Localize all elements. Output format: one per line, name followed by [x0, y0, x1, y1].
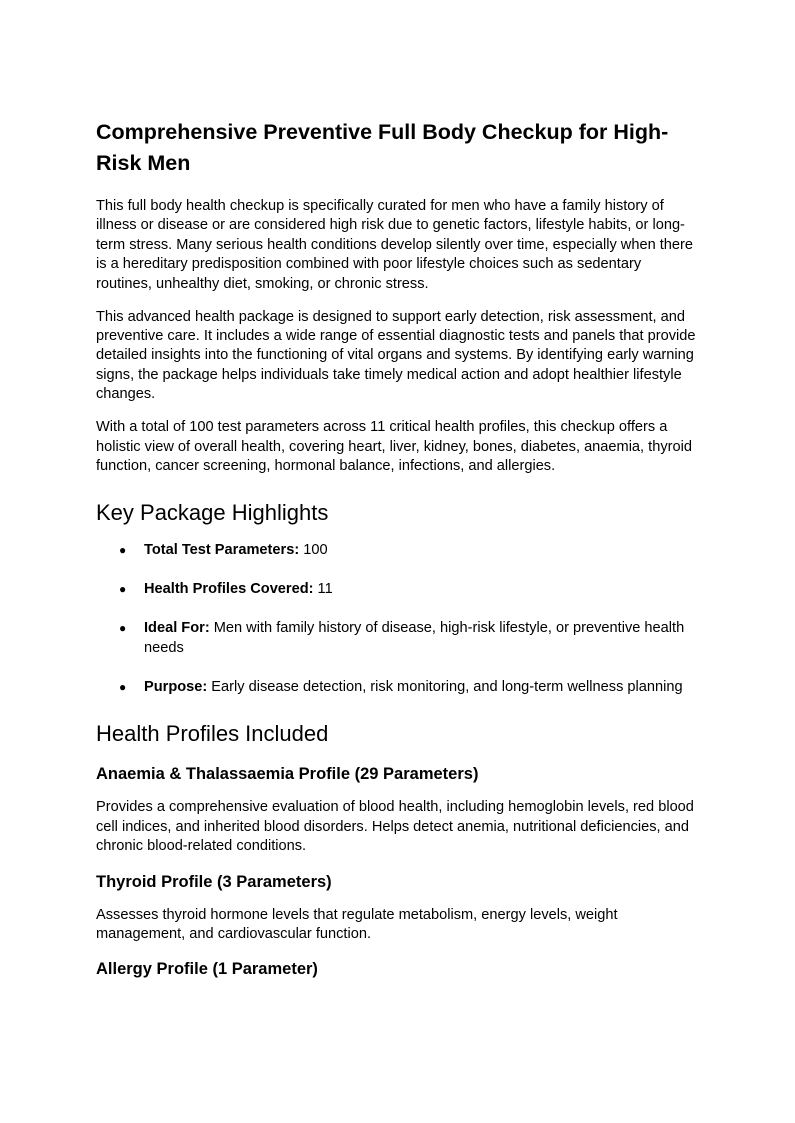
profile-title: Thyroid Profile (3 Parameters) [96, 872, 332, 891]
page-title: Comprehensive Preventive Full Body Checkup for High-Risk Men [96, 120, 669, 175]
highlight-value: 11 [313, 581, 333, 598]
highlight-label: Total Test Parameters: [144, 542, 300, 559]
intro-paragraph: This full body health checkup is specifically curated for men who have a family history of illness or disease or are considered high risk due to genetic factors, lifestyle habits, or long-term stress. Many serious health conditions develop silently over time, especially when there is a hereditary predisposition combined with poor lifestyle choices such as sedentary routines, unhealthy diet, smoking, or chronic stress. [96, 198, 694, 292]
highlight-value: 100 [299, 542, 328, 559]
highlight-label: Ideal For: [144, 620, 210, 637]
highlight-value: Early disease detection, risk monitoring, and long-term wellness planning [207, 678, 683, 695]
highlights-heading: Key Package Highlights [96, 500, 329, 526]
profiles-heading: Health Profiles Included [96, 721, 329, 747]
list-item [96, 678, 700, 697]
highlight-value: Men with family history of disease, high-risk lifestyle, or preventive health needs [144, 620, 685, 656]
list-item [96, 541, 700, 560]
intro-paragraph: With a total of 100 test parameters across 11 critical health profiles, this checkup offers a holistic view of overall health, covering heart, liver, kidney, bones, diabetes, anaemia, thyroid function, cancer screening, hormonal balance, infections, and allergies. [96, 419, 692, 475]
list-item [96, 619, 700, 658]
intro-paragraph: This advanced health package is designed to support early detection, risk assessment, and preventive care. It includes a wide range of essential diagnostic tests and panels that provide detailed insights into the functioning of vital organs and systems. By identifying early warning signs, the package helps individuals take timely medical action and adopt healthier lifestyle changes. [96, 308, 696, 403]
profile-description: Provides a comprehensive evaluation of blood health, including hemoglobin levels, red blood cell indices, and inherited blood disorders. Helps detect anemia, nutritional deficiencies, and chronic blood-related conditions. [96, 799, 694, 855]
profile-title: Anaemia & Thalassaemia Profile (29 Parameters) [96, 765, 479, 784]
bullet-icon: ● [119, 582, 127, 597]
profile-description: Assesses thyroid hormone levels that regulate metabolism, energy levels, weight management, and cardiovascular function. [96, 906, 618, 942]
highlight-label: Purpose: [144, 678, 208, 695]
bullet-icon: ● [119, 621, 127, 636]
bullet-icon: ● [119, 679, 127, 694]
highlight-label: Health Profiles Covered: [144, 581, 314, 598]
document-page [96, 117, 700, 993]
highlights-list [96, 541, 700, 697]
list-item [96, 580, 700, 599]
profile-title: Allergy Profile (1 Parameter) [96, 960, 318, 979]
bullet-icon: ● [119, 543, 127, 558]
